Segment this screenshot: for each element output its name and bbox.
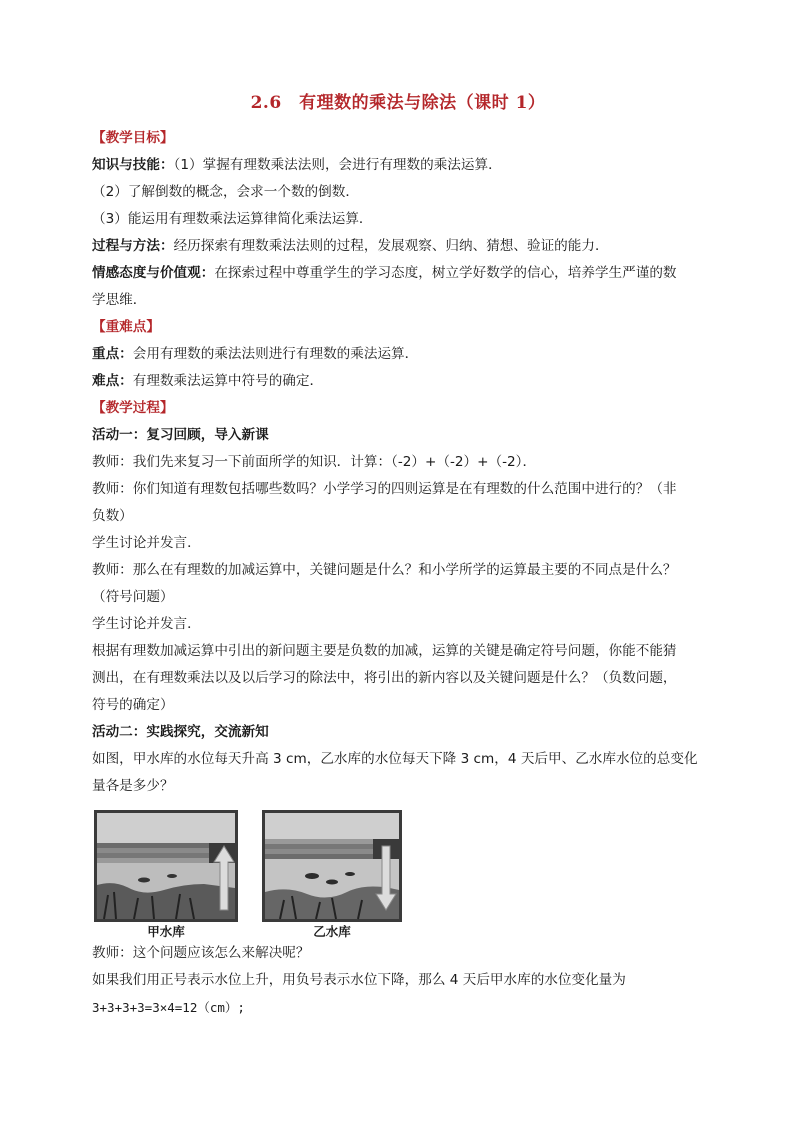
process-line-5: 学生讨论并发言．: [92, 616, 201, 632]
activity-2-title: 活动二：实践探究，交流新知: [92, 724, 269, 740]
process-line-8: 教师：这个问题应该怎么来解决呢？: [92, 945, 310, 961]
process-line-3: 学生讨论并发言．: [92, 535, 201, 551]
activity-1-title: 活动一：复习回顾，导入新课: [92, 427, 269, 443]
process-line-4b: （符号问题）: [92, 589, 174, 605]
process-goal: [92, 233, 704, 260]
process-line-2b: 负数）: [92, 508, 133, 524]
process-text: 经历探索有理数乘法法则的过程，发展观察、归纳、猜想、验证的能力．: [173, 238, 609, 254]
emotion-goal: [92, 260, 704, 287]
emotion-text-1: 在探索过程中尊重学生的学习态度，树立学好数学的信心，培养学生严谨的数: [214, 265, 677, 281]
knowledge-goal-2: （2）了解倒数的概念，会求一个数的倒数．: [92, 184, 359, 200]
knowledge-goal-1: [92, 152, 704, 179]
process-line-9a: 如果我们用正号表示水位上升，用负号表示水位下降，那么 4 天后甲水库的水位变化量为: [92, 972, 626, 988]
key-label: 重点：: [92, 346, 133, 362]
process-line-9b: 3+3+3+3=3×4=12（cm）;: [92, 1000, 245, 1015]
process-line-2a: 教师：你们知道有理数包括哪些数吗？小学学习的四则运算是在有理数的什么范围中进行的？（非: [92, 481, 677, 497]
reservoir-a-caption: 甲水库: [147, 924, 185, 939]
key-point: [92, 341, 704, 368]
reservoir-a-figure: [94, 810, 238, 940]
reservoir-figures: [94, 810, 704, 940]
process-line-6c: 符号的确定）: [92, 697, 174, 713]
lesson-title: 2.6 有理数的乘法与除法（课时 1）: [250, 93, 546, 113]
section-teaching-goals: 【教学目标】: [92, 130, 174, 146]
process-line-7b: 量各是多少？: [92, 778, 174, 794]
knowledge-text-1: （1）掌握有理数乘法法则，会进行有理数的乘法运算．: [173, 157, 502, 173]
document-page: [92, 88, 704, 1021]
emotion-goal-cont: 学思维．: [92, 292, 147, 308]
process-line-6a: 根据有理数加减运算中引出的新问题主要是负数的加减，运算的关键是确定符号问题，你能不能猜: [92, 643, 677, 659]
hard-text: 有理数乘法运算中符号的确定．: [132, 373, 324, 389]
hard-point: [92, 368, 704, 395]
key-text: 会用有理数的乘法法则进行有理数的乘法运算．: [132, 346, 419, 362]
section-key-points: 【重难点】: [92, 319, 160, 335]
knowledge-label: 知识与技能：: [92, 157, 174, 173]
emotion-label: 情感态度与价值观：: [92, 265, 215, 281]
knowledge-goal-3: （3）能运用有理数乘法运算律简化乘法运算．: [92, 211, 373, 227]
reservoir-falling-illustration: [262, 810, 402, 922]
process-line-4a: 教师：那么在有理数的加减运算中，关键问题是什么？和小学所学的运算最主要的不同点是什么？: [92, 562, 677, 578]
process-label: 过程与方法：: [92, 238, 174, 254]
reservoir-b-figure: [262, 810, 402, 940]
hard-label: 难点：: [92, 373, 133, 389]
process-line-1: 教师：我们先来复习一下前面所学的知识．计算：（-2）+（-2）+（-2）．: [92, 454, 537, 470]
process-line-7a: 如图，甲水库的水位每天升高 3 cm，乙水库的水位每天下降 3 cm，4 天后甲、乙水库水位的总变化: [92, 751, 698, 767]
section-teaching-process: 【教学过程】: [92, 400, 174, 416]
reservoir-rising-illustration: [94, 810, 238, 922]
reservoir-b-caption: 乙水库: [313, 924, 351, 939]
process-line-6b: 测出，在有理数乘法以及以后学习的除法中，将引出的新内容以及关键问题是什么？（负数问题，: [92, 670, 677, 686]
